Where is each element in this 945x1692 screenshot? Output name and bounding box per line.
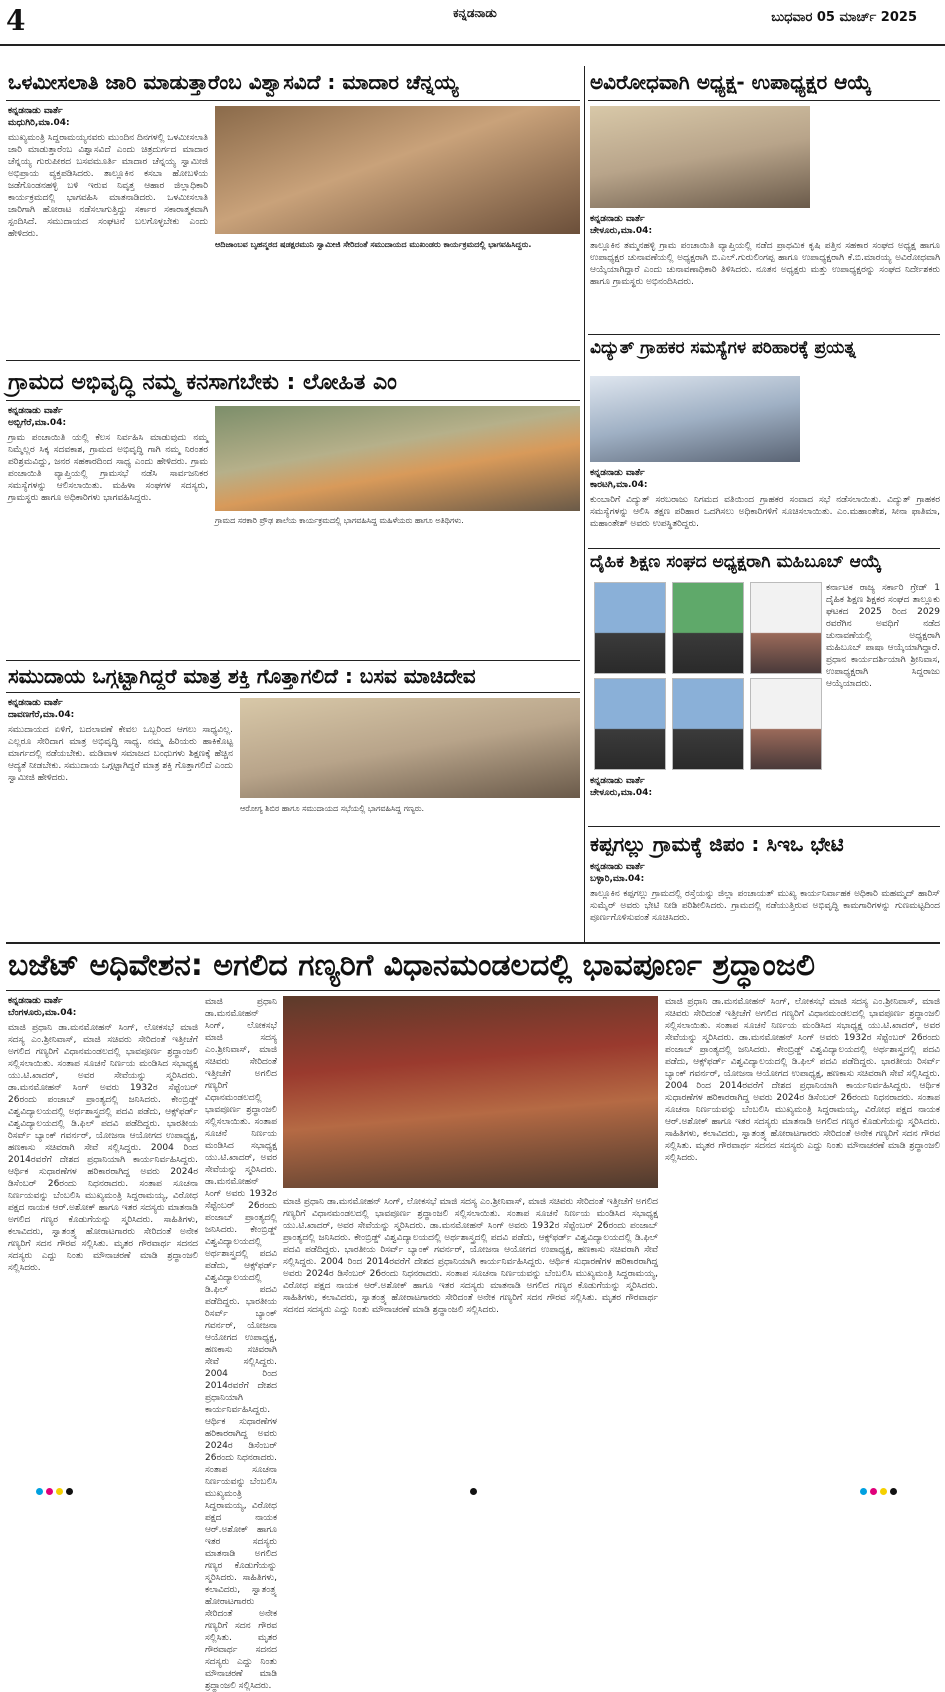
article-5-headline: ದೈಹಿಕ ಶಿಕ್ಷಣ ಸಂಘದ ಅಧ್ಯಕ್ಷರಾಗಿ ಮಹಿಬೂಬ್ ಆಯ್ಕೆ (590, 552, 882, 572)
paper-name: ಕನ್ನಡನಾಡು (453, 6, 497, 20)
masthead-rule (0, 44, 945, 46)
portrait-1 (594, 582, 666, 674)
article-8-body-col-mid: ಮಾಜಿ ಪ್ರಧಾನಿ ಡಾ.ಮನಮೋಹನ್ ಸಿಂಗ್, ಲೋಕಸಭೆ ಮಾಜಿ ಸದಸ್ಯ ಎಂ.ಶ್ರೀನಿವಾಸ್, ಮಾಜಿ ಸಚಿವರು ಸೇರಿದಂತೆ ಇತ್ತೀಚೆಗೆ ಅಗಲಿದ ಗಣ್ಯರಿಗೆ ವಿಧಾನಮಂಡಲದಲ್ಲಿ ಭಾವಪೂರ್ಣ ಶ್ರದ್ಧಾಂಜಲಿ ಸಲ್ಲಿಸಲಾಯಿತು. ಸಂತಾಪ ಸೂಚನೆ ನಿರ್ಣಯ ಮಂಡಿಸಿದ ಸಭಾಧ್ಯಕ್ಷ ಯು.ಟಿ.ಖಾದರ್, ಅವರ ಸೇವೆಯನ್ನು ಸ್ಮರಿಸಿದರು. ಡಾ.ಮನಮೋಹನ್ ಸಿಂಗ್ ಅವರು 1932ರ ಸೆಪ್ಟೆಂಬರ್ 26ರಂದು ಪಂಜಾಬ್ ಪ್ರಾಂತ್ಯದಲ್ಲಿ ಜನಿಸಿದರು. ಕೇಂಬ್ರಿಡ್ಜ್ ವಿಶ್ವವಿದ್ಯಾಲಯದಲ್ಲಿ ಅರ್ಥಶಾಸ್ತ್ರದಲ್ಲಿ ಪದವಿ ಪಡೆದು, ಆಕ್ಸ್‌ಫರ್ಡ್ ವಿಶ್ವವಿದ್ಯಾಲಯದಲ್ಲಿ ಡಿ.ಫಿಲ್ ಪದವಿ ಪಡೆದಿದ್ದರು. ಭಾರತೀಯ ರಿಸರ್ವ್ ಬ್ಯಾಂಕ್ ಗವರ್ನರ್, ಯೋಜನಾ ಆಯೋಗದ ಉಪಾಧ್ಯಕ್ಷ, ಹಣಕಾಸು ಸಚಿವರಾಗಿ ಸೇವೆ ಸಲ್ಲಿಸಿದ್ದರು. 2004 ರಿಂದ 2014ರವರೆಗೆ ದೇಶದ ಪ್ರಧಾನಿಯಾಗಿ ಕಾರ್ಯನಿರ್ವಹಿಸಿದ್ದರು. ಆರ್ಥಿಕ ಸುಧಾರಣೆಗಳ ಹರಿಕಾರರಾಗಿದ್ದ ಅವರು 2024ರ ಡಿಸೆಂಬರ್ 26ರಂದು ನಿಧನರಾದರು. ಸಂತಾಪ ಸೂಚನಾ ನಿರ್ಣಯವನ್ನು ಬೆಂಬಲಿಸಿ ಮುಖ್ಯಮಂತ್ರಿ ಸಿದ್ದರಾಮಯ್ಯ, ವಿರೋಧ ಪಕ್ಷದ ನಾಯಕ ಆರ್.ಅಶೋಕ್ ಹಾಗೂ ಇತರ ಸದಸ್ಯರು ಮಾತನಾಡಿ ಅಗಲಿದ ಗಣ್ಯರ ಕೊಡುಗೆಯನ್ನು ಸ್ಮರಿಸಿದರು. ಸಾಹಿತಿಗಳು, ಕಲಾವಿದರು, ಸ್ವಾತಂತ್ರ್ಯ ಹೋರಾಟಗಾರರು ಸೇರಿದಂತೆ ಅನೇಕ ಗಣ್ಯರಿಗೆ ಸದನ ಗೌರವ ಸಲ್ಲಿಸಿತು. ಮೃತರ ಗೌರವಾರ್ಥ ಸದನದ ಸದಸ್ಯರು ಎದ್ದು ನಿಂತು ಮೌನಾಚರಣೆ ಮಾಡಿ ಶ್ರದ್ಧಾಂಜಲಿ ಸಲ್ಲಿಸಿದರು. (283, 1197, 658, 1315)
article-8-body-col-right: ಮಾಜಿ ಪ್ರಧಾನಿ ಡಾ.ಮನಮೋಹನ್ ಸಿಂಗ್, ಲೋಕಸಭೆ ಮಾಜಿ ಸದಸ್ಯ ಎಂ.ಶ್ರೀನಿವಾಸ್, ಮಾಜಿ ಸಚಿವರು ಸೇರಿದಂತೆ ಇತ್ತೀಚೆಗೆ ಅಗಲಿದ ಗಣ್ಯರಿಗೆ ವಿಧಾನಮಂಡಲದಲ್ಲಿ ಭಾವಪೂರ್ಣ ಶ್ರದ್ಧಾಂಜಲಿ ಸಲ್ಲಿಸಲಾಯಿತು. ಸಂತಾಪ ಸೂಚನೆ ನಿರ್ಣಯ ಮಂಡಿಸಿದ ಸಭಾಧ್ಯಕ್ಷ ಯು.ಟಿ.ಖಾದರ್, ಅವರ ಸೇವೆಯನ್ನು ಸ್ಮರಿಸಿದರು. ಡಾ.ಮನಮೋಹನ್ ಸಿಂಗ್ ಅವರು 1932ರ ಸೆಪ್ಟೆಂಬರ್ 26ರಂದು ಪಂಜಾಬ್ ಪ್ರಾಂತ್ಯದಲ್ಲಿ ಜನಿಸಿದರು. ಕೇಂಬ್ರಿಡ್ಜ್ ವಿಶ್ವವಿದ್ಯಾಲಯದಲ್ಲಿ ಅರ್ಥಶಾಸ್ತ್ರದಲ್ಲಿ ಪದವಿ ಪಡೆದು, ಆಕ್ಸ್‌ಫರ್ಡ್ ವಿಶ್ವವಿದ್ಯಾಲಯದಲ್ಲಿ ಡಿ.ಫಿಲ್ ಪದವಿ ಪಡೆದಿದ್ದರು. ಭಾರತೀಯ ರಿಸರ್ವ್ ಬ್ಯಾಂಕ್ ಗವರ್ನರ್, ಯೋಜನಾ ಆಯೋಗದ ಉಪಾಧ್ಯಕ್ಷ, ಹಣಕಾಸು ಸಚಿವರಾಗಿ ಸೇವೆ ಸಲ್ಲಿಸಿದ್ದರು. 2004 ರಿಂದ 2014ರವರೆಗೆ ದೇಶದ ಪ್ರಧಾನಿಯಾಗಿ ಕಾರ್ಯನಿರ್ವಹಿಸಿದ್ದರು. ಆರ್ಥಿಕ ಸುಧಾರಣೆಗಳ ಹರಿಕಾರರಾಗಿದ್ದ ಅವರು 2024ರ ಡಿಸೆಂಬರ್ 26ರಂದು ನಿಧನರಾದರು. ಸಂತಾಪ ಸೂಚನಾ ನಿರ್ಣಯವನ್ನು ಬೆಂಬಲಿಸಿ ಮುಖ್ಯಮಂತ್ರಿ ಸಿದ್ದರಾಮಯ್ಯ, ವಿರೋಧ ಪಕ್ಷದ ನಾಯಕ ಆರ್.ಅಶೋಕ್ ಹಾಗೂ ಇತರ ಸದಸ್ಯರು ಮಾತನಾಡಿ ಅಗಲಿದ ಗಣ್ಯರ ಕೊಡುಗೆಯನ್ನು ಸ್ಮರಿಸಿದರು. ಸಾಹಿತಿಗಳು, ಕಲಾವಿದರು, ಸ್ವಾತಂತ್ರ್ಯ ಹೋರಾಟಗಾರರು ಸೇರಿದಂತೆ ಅನೇಕ ಗಣ್ಯರಿಗೆ ಸದನ ಗೌರವ ಸಲ್ಲಿಸಿತು. ಮೃತರ ಗೌರವಾರ್ಥ ಸದನದ ಸದಸ್ಯರು ಎದ್ದು ನಿಂತು ಮೌನಾಚರಣೆ ಮಾಡಿ ಶ್ರದ್ಧಾಂಜಲಿ ಸಲ್ಲಿಸಿದರು. (665, 997, 940, 1163)
article-3-photo (215, 406, 580, 511)
article-3-dateline: ಅಬ್ಬಿಗೆರೆ,ಮಾ.04: (8, 418, 67, 428)
article-3-caption: ಗ್ರಾಮದ ಸರಕಾರಿ ಪ್ರೌಢ ಶಾಲೆಯ ಕಾರ್ಯಕ್ರಮದಲ್ಲಿ ಭಾಗವಹಿಸಿದ್ದ ಮಹಿಳೆಯರು ಹಾಗೂ ಅತಿಥಿಗಳು. (215, 516, 464, 525)
article-4-body: ಕುಂಬಾರಿಗೆ ವಿದ್ಯುತ್ ಸರಬರಾಜು ನಿಗಮದ ವತಿಯಿಂದ ಗ್ರಾಹಕರ ಸಂವಾದ ಸಭೆ ನಡೆಸಲಾಯಿತು. ವಿದ್ಯುತ್ ಗ್ರಾಹಕರ ಸಮಸ್ಯೆಗಳನ್ನು ಆಲಿಸಿ ತಕ್ಷಣ ಪರಿಹಾರ ಒದಗಿಸಲು ಅಧಿಕಾರಿಗಳಿಗೆ ಸೂಚಿಸಲಾಯಿತು. ಎಂ.ಮಹಾಂತೇಶ, ಸೀನಾ ಫಾತಿಮಾ, ಮಹಾಂತೇಶ್ ಅವರು ಉಪಸ್ಥಿತರಿದ್ದರು. (590, 495, 940, 529)
article-4-dateline: ಕಾರಟಗಿ,ಮಾ.04: (590, 480, 648, 490)
registration-dot (46, 1488, 53, 1495)
article-3-end-rule (6, 660, 580, 661)
article-3-body: ಗ್ರಾಮ ಪಂಚಾಯಿತಿ ಯಲ್ಲಿ ಕೆಲಸ ನಿರ್ವಹಿಸಿ ಮಾಡುವುದು ನಮ್ಮ ನಿಮ್ಮೆಲ್ಲರ ಸಿಕ್ಕ ಸದವಕಾಶ, ಗ್ರಾಮದ ಅಭಿವೃದ್ಧಿ ಗಾಗಿ ನಮ್ಮ ನಿರಂತರ ಪರಿಶ್ರಮವಿದ್ದು, ಜನರ ಸಹಕಾರದಿಂದ ಸಾಧ್ಯ ಎಂದು ಹೇಳಿದರು. ಗ್ರಾಮ ಪಂಚಾಯಿತಿ ವ್ಯಾಪ್ತಿಯಲ್ಲಿ ಗ್ರಾಮಸಭೆ ನಡೆಸಿ ಸಾರ್ವಜನಿಕರ ಸಮಸ್ಯೆಗಳನ್ನು ಆಲಿಸಲಾಯಿತು. ಮಹಿಳಾ ಸಂಘಗಳ ಸದಸ್ಯರು, ಗ್ರಾಮಸ್ಥರು ಹಾಗೂ ಅಧಿಕಾರಿಗಳು ಭಾಗವಹಿಸಿದ್ದರು. (8, 433, 208, 503)
article-3-byline: ಕನ್ನಡನಾಡು ವಾರ್ತೆ (8, 406, 63, 416)
registration-dot (56, 1488, 63, 1495)
portrait-5 (672, 678, 744, 770)
article-2-dateline: ಚೇಳೂರು,ಮಾ.04: (590, 226, 653, 236)
issue-date: ಬುಧವಾರ 05 ಮಾರ್ಚ್ 2025 (771, 10, 917, 25)
article-8-body: ಮಾಜಿ ಪ್ರಧಾನಿ ಡಾ.ಮನಮೋಹನ್ ಸಿಂಗ್, ಲೋಕಸಭೆ ಮಾಜಿ ಸದಸ್ಯ ಎಂ.ಶ್ರೀನಿವಾಸ್, ಮಾಜಿ ಸಚಿವರು ಸೇರಿದಂತೆ ಇತ್ತೀಚೆಗೆ ಅಗಲಿದ ಗಣ್ಯರಿಗೆ ವಿಧಾನಮಂಡಲದಲ್ಲಿ ಭಾವಪೂರ್ಣ ಶ್ರದ್ಧಾಂಜಲಿ ಸಲ್ಲಿಸಲಾಯಿತು. ಸಂತಾಪ ಸೂಚನೆ ನಿರ್ಣಯ ಮಂಡಿಸಿದ ಸಭಾಧ್ಯಕ್ಷ ಯು.ಟಿ.ಖಾದರ್, ಅವರ ಸೇವೆಯನ್ನು ಸ್ಮರಿಸಿದರು. ಡಾ.ಮನಮೋಹನ್ ಸಿಂಗ್ ಅವರು 1932ರ ಸೆಪ್ಟೆಂಬರ್ 26ರಂದು ಪಂಜಾಬ್ ಪ್ರಾಂತ್ಯದಲ್ಲಿ ಜನಿಸಿದರು. ಕೇಂಬ್ರಿಡ್ಜ್ ವಿಶ್ವವಿದ್ಯಾಲಯದಲ್ಲಿ ಅರ್ಥಶಾಸ್ತ್ರದಲ್ಲಿ ಪದವಿ ಪಡೆದು, ಆಕ್ಸ್‌ಫರ್ಡ್ ವಿಶ್ವವಿದ್ಯಾಲಯದಲ್ಲಿ ಡಿ.ಫಿಲ್ ಪದವಿ ಪಡೆದಿದ್ದರು. ಭಾರತೀಯ ರಿಸರ್ವ್ ಬ್ಯಾಂಕ್ ಗವರ್ನರ್, ಯೋಜನಾ ಆಯೋಗದ ಉಪಾಧ್ಯಕ್ಷ, ಹಣಕಾಸು ಸಚಿವರಾಗಿ ಸೇವೆ ಸಲ್ಲಿಸಿದ್ದರು. 2004 ರಿಂದ 2014ರವರೆಗೆ ದೇಶದ ಪ್ರಧಾನಿಯಾಗಿ ಕಾರ್ಯನಿರ್ವಹಿಸಿದ್ದರು. ಆರ್ಥಿಕ ಸುಧಾರಣೆಗಳ ಹರಿಕಾರರಾಗಿದ್ದ ಅವರು 2024ರ ಡಿಸೆಂಬರ್ 26ರಂದು ನಿಧನರಾದರು. ಸಂತಾಪ ಸೂಚನಾ ನಿರ್ಣಯವನ್ನು ಬೆಂಬಲಿಸಿ ಮುಖ್ಯಮಂತ್ರಿ ಸಿದ್ದರಾಮಯ್ಯ, ವಿರೋಧ ಪಕ್ಷದ ನಾಯಕ ಆರ್.ಅಶೋಕ್ ಹಾಗೂ ಇತರ ಸದಸ್ಯರು ಮಾತನಾಡಿ ಅಗಲಿದ ಗಣ್ಯರ ಕೊಡುಗೆಯನ್ನು ಸ್ಮರಿಸಿದರು. ಸಾಹಿತಿಗಳು, ಕಲಾವಿದರು, ಸ್ವಾತಂತ್ರ್ಯ ಹೋರಾಟಗಾರರು ಸೇರಿದಂತೆ ಅನೇಕ ಗಣ್ಯರಿಗೆ ಸದನ ಗೌರವ ಸಲ್ಲಿಸಿತು. ಮೃತರ ಗೌರವಾರ್ಥ ಸದನದ ಸದಸ್ಯರು ಎದ್ದು ನಿಂತು ಮೌನಾಚರಣೆ ಮಾಡಿ ಶ್ರದ್ಧಾಂಜಲಿ ಸಲ್ಲಿಸಿದರು. (8, 1023, 198, 1273)
article-1-body: ಮುಖ್ಯಮಂತ್ರಿ ಸಿದ್ದರಾಮಯ್ಯನವರು ಮುಂದಿನ ದಿನಗಳಲ್ಲಿ ಒಳಮೀಸಲಾತಿ ಜಾರಿ ಮಾಡುತ್ತಾರೆಂಬ ವಿಶ್ವಾಸವಿದೆ ಎಂದು ಚಿತ್ರದುರ್ಗದ ಮಾದಾರ ಚೆನ್ನಯ್ಯ ಗುರುಪೀಠದ ಬಸವಮೂರ್ತಿ ಮಾದಾರ ಚೆನ್ನಯ್ಯ ಸ್ವಾಮೀಜಿ ಅಭಿಪ್ರಾಯ ವ್ಯಕ್ತಪಡಿಸಿದರು. ತಾಲ್ಲೂಕಿನ ಕಸಬಾ ಹೋಬಳಿಯ ಜಡೆಗೊಂಡನಹಳ್ಳಿ ಬಳಿ ಇರುವ ನಿವೃತ್ತ ಆಹಾರ ಜಿಲ್ಲಾಧಿಕಾರಿ ಕಾರ್ಯಕ್ರಮದಲ್ಲಿ ಭಾಗವಹಿಸಿ ಮಾತನಾಡಿದರು. ಒಳಮೀಸಲಾತಿ ಜಾರಿಗಾಗಿ ಹೋರಾಟ ನಡೆಸಲಾಗುತ್ತಿದ್ದು ಸರ್ಕಾರ ಸಕಾರಾತ್ಮಕವಾಗಿ ಸ್ಪಂದಿಸಿದೆ. ಸಮುದಾಯದ ಸಂಘಟನೆ ಬಲಗೊಳ್ಳಬೇಕು ಎಂದು ಹೇಳಿದರು. (8, 133, 208, 239)
article-7-body: ತಾಲ್ಲೂಕಿನ ಕಪ್ಪಗಲ್ಲು ಗ್ರಾಮದಲ್ಲಿ ರಸ್ತೆಯನ್ನು ಜಿಲ್ಲಾ ಪಂಚಾಯತ್ ಮುಖ್ಯ ಕಾರ್ಯನಿರ್ವಾಹಕ ಅಧಿಕಾರಿ ಮಹಮ್ಮದ್ ಹಾರಿಸ್ ಸುಮೈರ್ ಅವರು ಭೇಟಿ ನೀಡಿ ಪರಿಶೀಲಿಸಿದರು. ಗ್ರಾಮದಲ್ಲಿ ನಡೆಯುತ್ತಿರುವ ಅಭಿವೃದ್ಧಿ ಕಾಮಗಾರಿಗಳನ್ನು ಗುಣಮಟ್ಟದಿಂದ ಪೂರ್ಣಗೊಳಿಸುವಂತೆ ಸೂಚಿಸಿದರು. (590, 889, 940, 923)
article-6-caption: ಆರೋಗ್ಯ ಶಿಬಿರ ಹಾಗೂ ಸಮುದಾಯದ ಸಭೆಯಲ್ಲಿ ಭಾಗವಹಿಸಿದ್ದ ಗಣ್ಯರು. (240, 804, 425, 813)
article-8-dateline: ಬೆಂಗಳೂರು,ಮಾ.04: (8, 1008, 77, 1018)
article-5-dateline: ಚೇಳೂರು,ಮಾ.04: (590, 788, 653, 798)
article-8-headline: ಬಜೆಟ್ ಅಧಿವೇಶನ: ಅಗಲಿದ ಗಣ್ಯರಿಗೆ ವಿಧಾನಮಂಡಲದಲ್ಲಿ ಭಾವಪೂರ್ಣ ಶ್ರದ್ಧಾಂಜಲಿ (8, 948, 816, 983)
article-8-byline: ಕನ್ನಡನಾಡು ವಾರ್ತೆ (8, 996, 63, 1006)
portrait-2 (672, 582, 744, 674)
registration-dot (860, 1488, 867, 1495)
article-6-byline: ಕನ್ನಡನಾಡು ವಾರ್ತೆ (8, 698, 63, 708)
article-1-dateline: ಮಧುಗಿರಿ,ಮಾ.04: (8, 118, 70, 128)
article-6-dateline: ದಾವಣಗೆರೆ,ಮಾ.04: (8, 710, 75, 720)
article-5-top-rule (588, 548, 940, 549)
article-6-rule (6, 692, 580, 693)
article-2-body: ತಾಲ್ಲೂಕಿನ ತಮ್ಮನಹಳ್ಳಿ ಗ್ರಾಮ ಪಂಚಾಯಿತಿ ವ್ಯಾಪ್ತಿಯಲ್ಲಿ ನಡೆದ ಪ್ರಾಥಮಿಕ ಕೃಷಿ ಪತ್ತಿನ ಸಹಕಾರ ಸಂಘದ ಅಧ್ಯಕ್ಷ ಹಾಗೂ ಉಪಾಧ್ಯಕ್ಷರ ಚುನಾವಣೆಯಲ್ಲಿ ಅಧ್ಯಕ್ಷರಾಗಿ ಬಿ.ಎಲ್.ಗುರುಲಿಂಗಪ್ಪ ಹಾಗೂ ಉಪಾಧ್ಯಕ್ಷರಾಗಿ ಕೆ.ಬಿ.ಮಾರಯ್ಯ ಅವಿರೋಧವಾಗಿ ಆಯ್ಕೆಯಾಗಿದ್ದಾರೆ ಎಂದು ಚುನಾವಣಾಧಿಕಾರಿ ತಿಳಿಸಿದರು. ನೂತನ ಅಧ್ಯಕ್ಷರು ಮತ್ತು ಉಪಾಧ್ಯಕ್ಷರನ್ನು ಸಂಘದ ನಿರ್ದೇಶಕರು ಹಾಗೂ ಗ್ರಾಮಸ್ಥರು ಅಭಿನಂದಿಸಿದರು. (590, 241, 940, 287)
article-4-headline: ವಿದ್ಯುತ್ ಗ್ರಾಹಕರ ಸಮಸ್ಯೆಗಳ ಪರಿಹಾರಕ್ಕೆ ಪ್ರಯತ್ನ (590, 338, 856, 358)
article-7-dateline: ಬಳ್ಳಾರಿ,ಮಾ.04: (590, 874, 645, 884)
portrait-3 (750, 582, 822, 674)
article-4-top-rule (588, 334, 940, 335)
article-1-rule (6, 100, 580, 101)
article-8-body-col-2: ಮಾಜಿ ಪ್ರಧಾನಿ ಡಾ.ಮನಮೋಹನ್ ಸಿಂಗ್, ಲೋಕಸಭೆ ಮಾಜಿ ಸದಸ್ಯ ಎಂ.ಶ್ರೀನಿವಾಸ್, ಮಾಜಿ ಸಚಿವರು ಸೇರಿದಂತೆ ಇತ್ತೀಚೆಗೆ ಅಗಲಿದ ಗಣ್ಯರಿಗೆ ವಿಧಾನಮಂಡಲದಲ್ಲಿ ಭಾವಪೂರ್ಣ ಶ್ರದ್ಧಾಂಜಲಿ ಸಲ್ಲಿಸಲಾಯಿತು. ಸಂತಾಪ ಸೂಚನೆ ನಿರ್ಣಯ ಮಂಡಿಸಿದ ಸಭಾಧ್ಯಕ್ಷ ಯು.ಟಿ.ಖಾದರ್, ಅವರ ಸೇವೆಯನ್ನು ಸ್ಮರಿಸಿದರು. ಡಾ.ಮನಮೋಹನ್ ಸಿಂಗ್ ಅವರು 1932ರ ಸೆಪ್ಟೆಂಬರ್ 26ರಂದು ಪಂಜಾಬ್ ಪ್ರಾಂತ್ಯದಲ್ಲಿ ಜನಿಸಿದರು. ಕೇಂಬ್ರಿಡ್ಜ್ ವಿಶ್ವವಿದ್ಯಾಲಯದಲ್ಲಿ ಅರ್ಥಶಾಸ್ತ್ರದಲ್ಲಿ ಪದವಿ ಪಡೆದು, ಆಕ್ಸ್‌ಫರ್ಡ್ ವಿಶ್ವವಿದ್ಯಾಲಯದಲ್ಲಿ ಡಿ.ಫಿಲ್ ಪದವಿ ಪಡೆದಿದ್ದರು. ಭಾರತೀಯ ರಿಸರ್ವ್ ಬ್ಯಾಂಕ್ ಗವರ್ನರ್, ಯೋಜನಾ ಆಯೋಗದ ಉಪಾಧ್ಯಕ್ಷ, ಹಣಕಾಸು ಸಚಿವರಾಗಿ ಸೇವೆ ಸಲ್ಲಿಸಿದ್ದರು. 2004 ರಿಂದ 2014ರವರೆಗೆ ದೇಶದ ಪ್ರಧಾನಿಯಾಗಿ ಕಾರ್ಯನಿರ್ವಹಿಸಿದ್ದರು. ಆರ್ಥಿಕ ಸುಧಾರಣೆಗಳ ಹರಿಕಾರರಾಗಿದ್ದ ಅವರು 2024ರ ಡಿಸೆಂಬರ್ 26ರಂದು ನಿಧನರಾದರು. ಸಂತಾಪ ಸೂಚನಾ ನಿರ್ಣಯವನ್ನು ಬೆಂಬಲಿಸಿ ಮುಖ್ಯಮಂತ್ರಿ ಸಿದ್ದರಾಮಯ್ಯ, ವಿರೋಧ ಪಕ್ಷದ ನಾಯಕ ಆರ್.ಅಶೋಕ್ ಹಾಗೂ ಇತರ ಸದಸ್ಯರು ಮಾತನಾಡಿ ಅಗಲಿದ ಗಣ್ಯರ ಕೊಡುಗೆಯನ್ನು ಸ್ಮರಿಸಿದರು. ಸಾಹಿತಿಗಳು, ಕಲಾವಿದರು, ಸ್ವಾತಂತ್ರ್ಯ ಹೋರಾಟಗಾರರು ಸೇರಿದಂತೆ ಅನೇಕ ಗಣ್ಯರಿಗೆ ಸದನ ಗೌರವ ಸಲ್ಲಿಸಿತು. ಮೃತರ ಗೌರವಾರ್ಥ ಸದನದ ಸದಸ್ಯರು ಎದ್ದು ನಿಂತು ಮೌನಾಚರಣೆ ಮಾಡಿ ಶ್ರದ್ಧಾಂಜಲಿ ಸಲ್ಲಿಸಿದರು. (205, 997, 277, 1691)
registration-dot (66, 1488, 73, 1495)
column-divider (584, 66, 585, 942)
article-6-headline: ಸಮುದಾಯ ಒಗ್ಗಟ್ಟಾಗಿದ್ದರೆ ಮಾತ್ರ ಶಕ್ತಿ ಗೊತ್ತಾಗಲಿದೆ : ಬಸವ ಮಾಚಿದೇವ (8, 664, 476, 688)
article-1-byline: ಕನ್ನಡನಾಡು ವಾರ್ತೆ (8, 106, 63, 116)
article-1-end-rule (6, 360, 580, 361)
article-5-byline: ಕನ್ನಡನಾಡು ವಾರ್ತೆ (590, 776, 645, 786)
article-2-byline: ಕನ್ನಡನಾಡು ವಾರ್ತೆ (590, 214, 645, 224)
page-number: 4 (6, 4, 26, 37)
article-5-body: ಕರ್ನಾಟಕ ರಾಜ್ಯ ಸರ್ಕಾರಿ ಗ್ರೇಡ್ 1 ದೈಹಿಕ ಶಿಕ್ಷಣ ಶಿಕ್ಷಕರ ಸಂಘದ ತಾಲ್ಲೂಕು ಘಟಕದ 2025 ರಿಂದ 2029 ರವರೆಗಿನ ಅವಧಿಗೆ ನಡೆದ ಚುನಾವಣೆಯಲ್ಲಿ ಅಧ್ಯಕ್ಷರಾಗಿ ಮಹಿಬೂಬ್ ಪಾಷಾ ಆಯ್ಕೆಯಾಗಿದ್ದಾರೆ. ಪ್ರಧಾನ ಕಾರ್ಯದರ್ಶಿಯಾಗಿ ಶ್ರೀನಿವಾಸ, ಉಪಾಧ್ಯಕ್ಷರಾಗಿ ಸಿದ್ದರಾಜು ಆಯ್ಕೆಯಾದರು. (826, 583, 940, 689)
article-4-photo (590, 376, 800, 462)
portrait-4 (594, 678, 666, 770)
article-7-headline: ಕಪ್ಪಗಲ್ಲು ಗ್ರಾಮಕ್ಕೆ ಜಿಪಂ : ಸಿಇಒ ಭೇಟಿ (590, 832, 844, 856)
article-2-headline: ಅವಿರೋಧವಾಗಿ ಅಧ್ಯಕ್ಷ- ಉಪಾಧ್ಯಕ್ಷರ ಆಯ್ಕೆ (590, 70, 872, 94)
article-8-top-rule (6, 942, 940, 944)
article-1-headline: ಒಳಮೀಸಲಾತಿ ಜಾರಿ ಮಾಡುತ್ತಾರೆಂಬ ವಿಶ್ವಾಸವಿದೆ : ಮಾದಾರ ಚೆನ್ನಯ್ಯ (8, 70, 459, 94)
article-1-photo (215, 106, 580, 234)
registration-dot (890, 1488, 897, 1495)
article-1-caption: ಆದಿಜಾಂಬವ ಬೃಹನ್ಮಠದ ಷಡಕ್ಷರಮುನಿ ಸ್ವಾಮೀಜಿ ಸೇರಿದಂತೆ ಸಮುದಾಯದ ಮುಖಂಡರು ಕಾರ್ಯಕ್ರಮದಲ್ಲಿ ಭಾಗವಹಿಸಿದ್ದರು. (215, 240, 532, 249)
article-4-byline: ಕನ್ನಡನಾಡು ವಾರ್ತೆ (590, 468, 645, 478)
article-6-body: ಸಮುದಾಯದ ಏಳಿಗೆ, ಬದಲಾವಣೆ ಕೇವಲ ಒಬ್ಬರಿಂದ ಆಗಲು ಸಾಧ್ಯವಿಲ್ಲ. ಎಲ್ಲರೂ ಸೇರಿದಾಗ ಮಾತ್ರ ಅಭಿವೃದ್ಧಿ ಸಾಧ್ಯ. ನಮ್ಮ ಹಿರಿಯರು ಹಾಕಿಕೊಟ್ಟ ಮಾರ್ಗದಲ್ಲಿ ನಡೆಯಬೇಕು. ಮಡಿವಾಳ ಸಮಾಜದ ಬಂಧುಗಳು ಶಿಕ್ಷಣಕ್ಕೆ ಹೆಚ್ಚಿನ ಆದ್ಯತೆ ನೀಡಬೇಕು. ಸಮುದಾಯ ಒಗ್ಗಟ್ಟಾಗಿದ್ದರೆ ಮಾತ್ರ ಶಕ್ತಿ ಗೊತ್ತಾಗಲಿದೆ ಎಂದು ಸ್ವಾಮೀಜಿ ಹೇಳಿದರು. (8, 725, 233, 783)
article-3-rule (6, 400, 580, 401)
article-3-headline: ಗ್ರಾಮದ ಅಭಿವೃದ್ಧಿ ನಮ್ಮ ಕನಸಾಗಬೇಕು : ಲೋಹಿತ ಎಂ (8, 370, 397, 395)
article-2-rule (588, 100, 940, 101)
article-8-rule (6, 990, 940, 991)
article-2-photo (590, 106, 810, 208)
portrait-6 (750, 678, 822, 770)
registration-dot (470, 1488, 477, 1495)
registration-dot (880, 1488, 887, 1495)
article-8-photo (283, 996, 658, 1188)
registration-dot (36, 1488, 43, 1495)
footer-registration (0, 1488, 945, 1502)
registration-dot (870, 1488, 877, 1495)
article-5-end-rule (588, 826, 940, 827)
article-7-byline: ಕನ್ನಡನಾಡು ವಾರ್ತೆ (590, 862, 645, 872)
article-6-photo (240, 698, 580, 798)
